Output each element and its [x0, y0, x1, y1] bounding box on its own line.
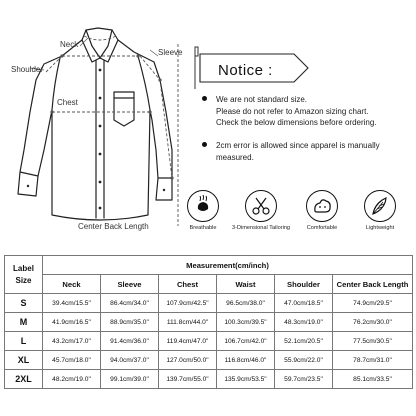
shirt-measurement-diagram [0, 0, 200, 240]
size-cell: M [5, 313, 43, 332]
size-cell: XL [5, 351, 43, 370]
size-cell: L [5, 332, 43, 351]
sleeve-callout: Sleeve [158, 48, 183, 57]
feature-label: 3-Dimensional Tailoring [232, 225, 291, 231]
notice-title: Notice : [218, 62, 273, 79]
table-cell: 52.1cm/20.5" [275, 332, 333, 351]
table-cell: 55.9cm/22.0" [275, 351, 333, 370]
table-row [5, 332, 413, 351]
size-cell: S [5, 294, 43, 313]
table-cell: 100.3cm/39.5" [217, 313, 275, 332]
table-row [5, 370, 413, 389]
notice-note-2 [216, 140, 412, 163]
table-cell: 96.5cm/38.0" [217, 294, 275, 313]
breathable-icon [187, 190, 219, 222]
table-cell: 41.9cm/16.5" [43, 313, 101, 332]
column-header: Waist [217, 275, 275, 294]
feature-label: Comfortable [306, 225, 338, 231]
notice-note-text: 2cm error is allowed since apparel is manually measured. [216, 141, 380, 162]
table-cell: 48.2cm/19.0" [43, 370, 101, 389]
size-cell: 2XL [5, 370, 43, 389]
table-cell: 77.5cm/30.5" [333, 332, 413, 351]
center-back-length-callout: Center Back Length [78, 222, 149, 231]
feature-label: Lightweight [365, 225, 395, 231]
feature-lightweight [351, 190, 409, 231]
table-cell: 99.1cm/39.0" [101, 370, 159, 389]
column-header: Neck [43, 275, 101, 294]
table-cell: 139.7cm/55.0" [159, 370, 217, 389]
table-cell: 107.9cm/42.5" [159, 294, 217, 313]
table-cell: 45.7cm/18.0" [43, 351, 101, 370]
table-cell: 43.2cm/17.0" [43, 332, 101, 351]
shoulder-callout: Shoulder [11, 65, 44, 74]
column-header: Sleeve [101, 275, 159, 294]
table-cell: 59.7cm/23.5" [275, 370, 333, 389]
table-cell: 88.9cm/35.0" [101, 313, 159, 332]
table-cell: 106.7cm/42.0" [217, 332, 275, 351]
bullet-icon [202, 142, 207, 147]
table-cell: 47.0cm/18.5" [275, 294, 333, 313]
table-cell: 119.4cm/47.0" [159, 332, 217, 351]
table-cell: 86.4cm/34.0" [101, 294, 159, 313]
feature-label: Breathable [189, 225, 217, 231]
neck-callout: Neck [60, 40, 79, 49]
table-cell: 135.9cm/53.5" [217, 370, 275, 389]
table-cell: 111.8cm/44.0" [159, 313, 217, 332]
bullet-icon [202, 96, 207, 101]
table-cell: 85.1cm/33.5" [333, 370, 413, 389]
feature-comfortable [293, 190, 351, 231]
label-size-header-text: Label Size [13, 263, 34, 285]
table-cell: 76.2cm/30.0" [333, 313, 413, 332]
table-cell: 39.4cm/15.5" [43, 294, 101, 313]
shirt-illustration [0, 0, 200, 240]
chest-callout: Chest [57, 98, 78, 107]
table-row [5, 351, 413, 370]
scissors-icon [245, 190, 277, 222]
column-header: Center Back Length [333, 275, 413, 294]
measurement-header: Measurement(cm/inch) [43, 256, 413, 275]
table-cell: 94.0cm/37.0" [101, 351, 159, 370]
table-cell: 48.3cm/19.0" [275, 313, 333, 332]
notice-note-1 [216, 94, 412, 129]
table-cell: 116.8cm/46.0" [217, 351, 275, 370]
table-cell: 91.4cm/36.0" [101, 332, 159, 351]
table-cell: 78.7cm/31.0" [333, 351, 413, 370]
column-header: Chest [159, 275, 217, 294]
notice-note-text: We are not standard size. Please do not refer to Amazon sizing chart. Check the below dimensions before ordering. [216, 95, 377, 127]
comfortable-icon [306, 190, 338, 222]
label-size-header [5, 256, 43, 294]
feature-tailoring [232, 190, 290, 231]
table-cell: 74.9cm/29.5" [333, 294, 413, 313]
feature-breathable [174, 190, 232, 231]
size-chart-table [4, 255, 413, 389]
feather-icon [364, 190, 396, 222]
table-row [5, 313, 413, 332]
table-row [5, 294, 413, 313]
table-cell: 127.0cm/50.0" [159, 351, 217, 370]
column-header: Shoulder [275, 275, 333, 294]
